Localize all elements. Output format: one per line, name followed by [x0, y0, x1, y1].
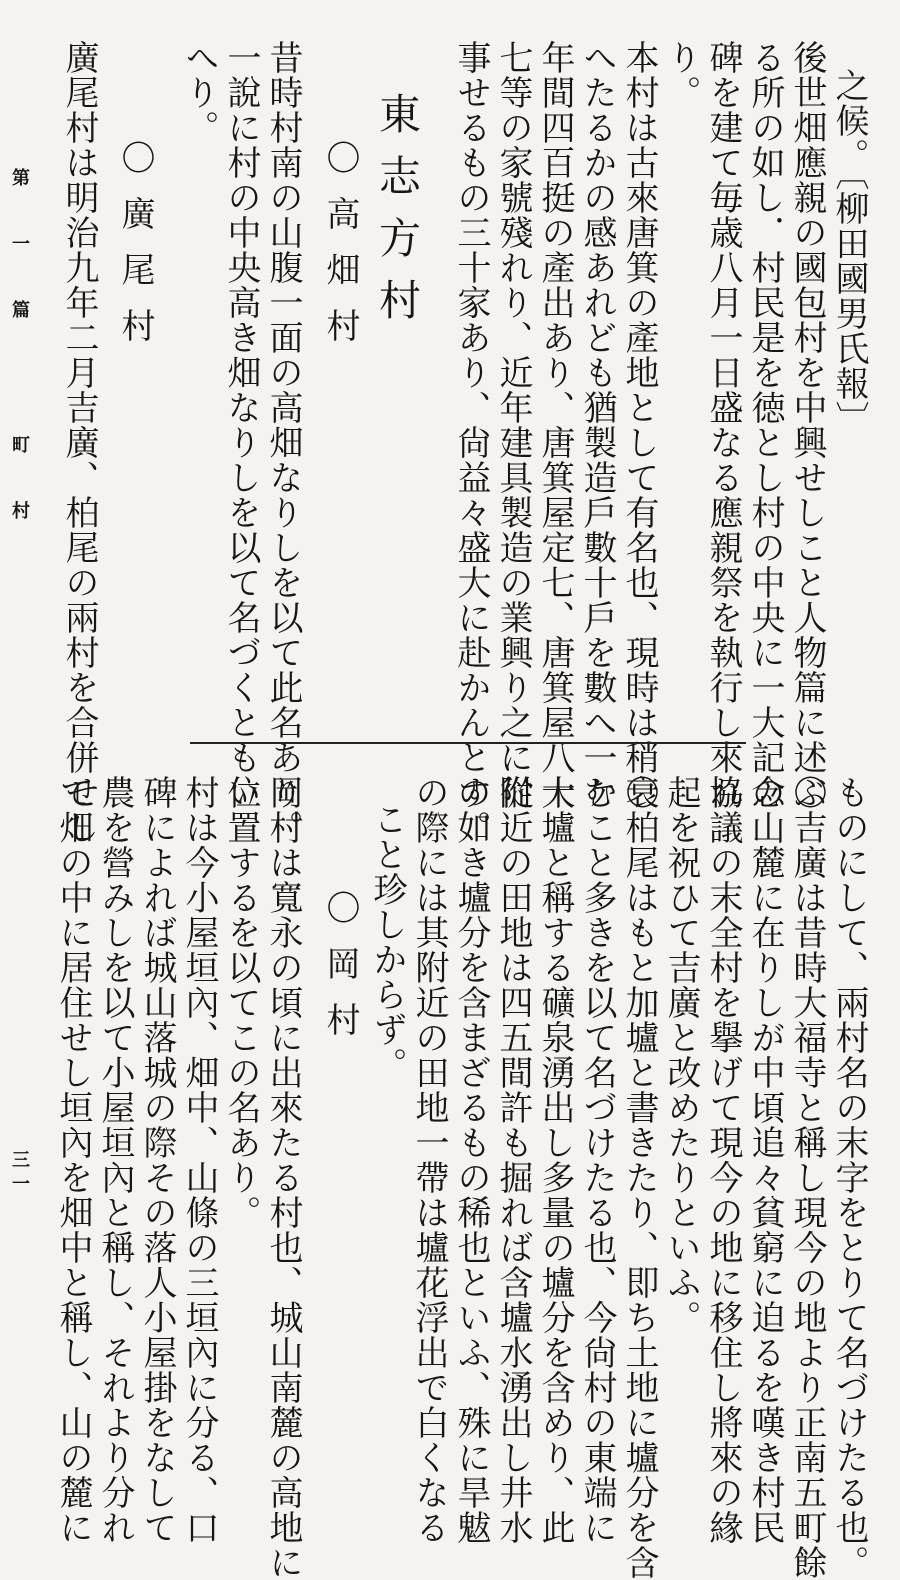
text-column: り。 — [661, 40, 701, 110]
text-column: むこと多きを以て名づけたる也、今尙村の東端に — [577, 775, 617, 1545]
text-column: 位置するを以てこの名あり。 — [221, 775, 261, 1230]
text-column: の際には其附近の田地一帶は壚花浮出で白くなる — [409, 775, 449, 1545]
text-column: 年間四百挺の產出あり、唐箕屋定七、唐箕屋八十 — [535, 40, 575, 810]
text-column: へり。 — [179, 40, 219, 145]
takahata-heading: 〇高畑村 — [320, 140, 360, 364]
text-column: 起を祝ひて吉廣と改めたりといふ。 — [661, 775, 701, 1335]
text-column: の山麓に在りしが中頃追々貧窮に迫るを嘆き村民 — [745, 775, 785, 1545]
text-column: る所の如し．村民是を徳とし村の中央に一大記念 — [745, 40, 785, 810]
text-column: 岡村は寬永の頃に出來たる村也、城山南麓の高地に — [263, 775, 303, 1580]
text-column: 〇吉廣は昔時大福寺と稱し現今の地より正南五町餘 — [787, 775, 827, 1580]
text-column: 碑を建て毎歳八月一日盛なる應親祭を執行し來れ — [703, 40, 743, 810]
chapter-label: 第一篇 町村 — [9, 168, 30, 567]
page-number: 三一 — [9, 1150, 30, 1198]
text-column: て畑の中に居住せし垣內を畑中と稱し、山の麓に — [53, 775, 93, 1545]
text-column: の如き壚分を含まざるもの稀也といふ、殊に旱魃 — [451, 775, 491, 1545]
text-column: 七等の家號殘れり、近年建具製造の業興り之に從 — [493, 40, 533, 810]
text-column: 之候。〔柳田國男氏報〕 — [829, 68, 869, 436]
section-divider — [190, 742, 746, 744]
section-title: 東志方村 — [373, 92, 422, 340]
text-column: 事せるもの三十家あり、尙益々盛大に赴かんとす。 — [451, 40, 491, 845]
text-column: 後世畑應親の國包村を中興せしこと人物篇に述ぶ — [787, 40, 827, 810]
text-column: 本村は古來唐箕の產地として有名也、現時は稍衰 — [619, 40, 659, 810]
text-column: 〇柏尾はもと加壚と書きたり、即ち土地に壚分を含 — [619, 775, 659, 1580]
text-column: ものにして、兩村名の末字をとりて名づけたる也。 — [829, 775, 869, 1580]
text-column: 一說に村の中央高き畑なりしを以て名づくともい — [221, 40, 261, 810]
text-column: 大壚と稱する礦泉湧出し多量の壚分を含めり、此 — [535, 775, 575, 1545]
text-column: 附近の田地は四五間許も掘れば含壚水湧出し井水 — [493, 775, 533, 1545]
text-column: 廣尾村は明治九年二月吉廣、柏尾の兩村を合併せし — [59, 40, 99, 845]
oka-heading: 〇岡村 — [320, 890, 360, 1058]
text-column: 昔時村南の山腹一面の高畑なりしを以て此名あり。 — [263, 40, 303, 845]
text-column: へたるかの感あれども猶製造戶數十戶を數へ一ケ — [577, 40, 617, 810]
hiroo-heading: 〇廣尾村 — [115, 140, 155, 364]
text-column: 村は今小屋垣內、畑中、山條の三垣內に分る、口 — [179, 775, 219, 1545]
text-column: 農を營みしを以て小屋垣內と稱し、それより分れ — [95, 775, 135, 1545]
text-column: こと珍しからず。 — [367, 802, 407, 1082]
text-column: 碑によれば城山落城の際その落人小屋掛をなして — [137, 775, 177, 1545]
text-column: 協議の末全村を擧げて現今の地に移住し將來の緣 — [703, 775, 743, 1545]
